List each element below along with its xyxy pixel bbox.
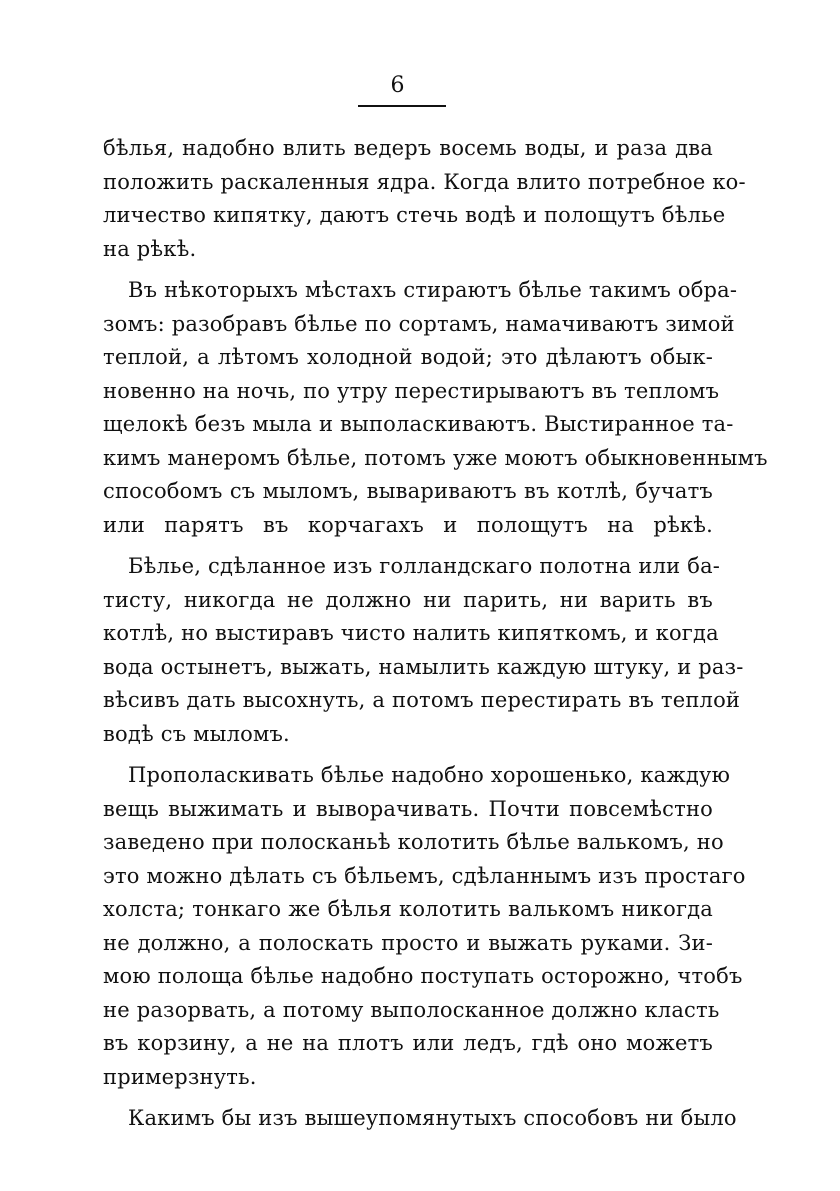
text-line: теплой, а лѣтомъ холодной водой; это дѣлаютъ обык- [103, 345, 713, 369]
paragraph-gap [103, 542, 713, 550]
text-line: на рѣкѣ. [103, 236, 197, 261]
paragraph [103, 132, 746, 266]
text-line: вѣсивъ дать высохнуть, а потомъ перестирать въ теплой [103, 688, 741, 712]
text-line: водѣ съ мыломъ. [103, 721, 290, 746]
text-line: новенно на ночь, по утру перестирываютъ въ тепломъ [103, 378, 720, 403]
paragraph [103, 550, 744, 751]
text-line: Въ нѣкоторыхъ мѣстахъ стираютъ бѣлье такимъ обра- [128, 278, 738, 302]
text-line: мою полоща бѣлье надобно поступать осторожно, чтобъ [103, 964, 743, 988]
header-rule [358, 105, 446, 107]
paragraph [103, 759, 746, 1094]
text-line: зомъ: разобравъ бѣлье по сортамъ, намачиваютъ зимой [103, 311, 735, 336]
text-line: положить раскаленныя ядра. Когда влито потребное ко- [103, 169, 746, 194]
text-line: это можно дѣлать съ бѣльемъ, сдѣланнымъ изъ простаго [103, 863, 746, 888]
text-line: или парятъ въ корчагахъ и полощутъ на рѣкѣ. [103, 512, 713, 537]
text-line: вещь выжимать и выворачивать. Почти повсемѣстно [103, 796, 713, 821]
text-line: въ корзину, а не на плотъ или ледъ, гдѣ оно можетъ [103, 1031, 713, 1055]
text-line: щелокѣ безъ мыла и выполаскиваютъ. Выстиранное та- [103, 412, 734, 436]
text-line: Бѣлье, сдѣланное изъ голландскаго полотна или ба- [128, 554, 721, 578]
text-line: холста; тонкаго же бѣлья колотить валькомъ никогда [103, 897, 713, 921]
text-line: заведено при полосканьѣ колотить бѣлье валькомъ, но [103, 830, 724, 854]
text-line: примерзнуть. [103, 1064, 257, 1089]
text-line: Какимъ бы изъ вышеупомянутыхъ способовъ ни было [128, 1106, 737, 1130]
paragraph-gap [103, 1094, 713, 1102]
text-line: Прополаскивать бѣлье надобно хорошенько, каждую [128, 763, 731, 787]
paragraph [103, 1102, 737, 1136]
paragraph-gap [103, 751, 713, 759]
paragraph [103, 274, 768, 542]
text-line: котлѣ, но выстиравъ чисто налить кипяткомъ, и когда [103, 621, 719, 645]
text-line: не должно, а полоскать просто и выжать руками. Зи- [103, 930, 713, 955]
text-line: вода остынетъ, выжать, намылить каждую штуку, и раз- [103, 654, 744, 679]
text-line: не разорвать, а потому выполосканное должно класть [103, 997, 720, 1022]
text-line: бѣлья, надобно влить ведеръ восемь воды, и раза два [103, 136, 713, 160]
text-line: способомъ съ мыломъ, вывариваютъ въ котлѣ, бучатъ [103, 479, 713, 503]
page-number: 6 [390, 73, 405, 98]
text-line: личество кипятку, даютъ стечь водѣ и полощутъ бѣлье [103, 203, 726, 227]
page-header [330, 73, 465, 113]
text-line: кимъ манеромъ бѣлье, потомъ уже моютъ обыкновеннымъ [103, 445, 768, 470]
paragraph-gap [103, 266, 713, 274]
text-line: тисту, никогда не должно ни парить, ни варить въ [103, 587, 713, 612]
body-text [103, 132, 768, 1136]
